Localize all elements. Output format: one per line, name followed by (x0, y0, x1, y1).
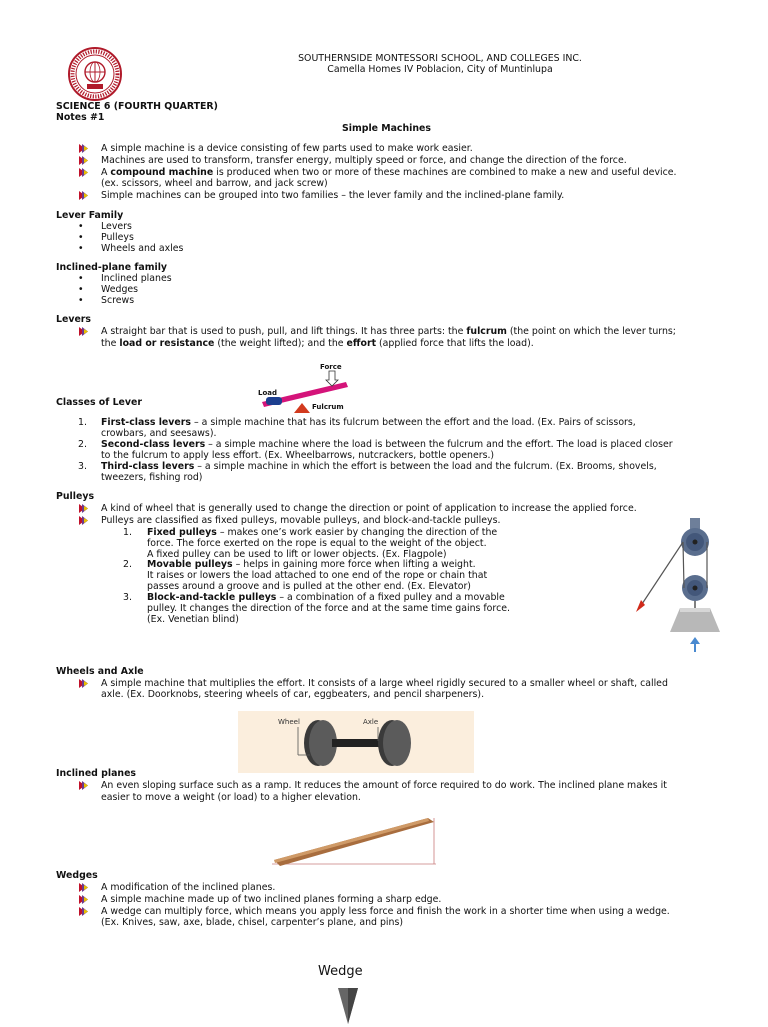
intro-line-4: Simple machines can be grouped into two families – the lever family and the inclined-plane family. (101, 190, 565, 201)
list-dot: • (78, 284, 84, 295)
pulley-1-line-1: Fixed pulleys – makes one’s work easier by changing the direction of the (147, 527, 498, 538)
list-item: Wheels and axles (101, 243, 184, 254)
pulley-2-line-2: It raises or lowers the load attached to one end of the rope or chain that (147, 570, 488, 581)
intro-line-2: Machines are used to transform, transfer energy, multiply speed or force, and change the direction of the force. (101, 155, 627, 166)
arrow-bullet-icon (78, 882, 92, 893)
arrow-bullet-icon (78, 678, 92, 689)
class-1-line-1: First-class levers – a simple machine that has its fulcrum between the effort and the load. (Ex. Pairs of scissors, (101, 417, 636, 428)
list-item: Wedges (101, 284, 139, 295)
pulley-1-line-3: A fixed pulley can be used to lift or lower objects. (Ex. Flagpole) (147, 549, 447, 560)
lever-diagram (252, 358, 362, 418)
wedges-line-3b: (Ex. Knives, saw, axe, blade, chisel, carpenter’s plane, and pins) (101, 917, 404, 928)
list-dot: • (78, 295, 84, 306)
inclined-plane-illustration (268, 808, 448, 870)
notes-number: Notes #1 (56, 112, 105, 123)
wedges-line-2: A simple machine made up of two inclined planes forming a sharp edge. (101, 894, 442, 905)
inclined-heading: Inclined planes (56, 768, 137, 779)
pulleys-heading: Pulleys (56, 491, 95, 502)
list-dot: • (78, 243, 84, 254)
wheels-line-1: A simple machine that multiplies the effort. It consists of a large wheel rigidly secured to a smaller wheel or shaft, called (101, 678, 668, 689)
arrow-bullet-icon (78, 155, 92, 166)
list-dot: • (78, 221, 84, 232)
intro-line-3b: (ex. scissors, wheel and barrow, and jack screw) (101, 178, 328, 189)
list-number: 3. (123, 592, 132, 603)
inclined-line-2: easier to move a weight (or load) to a higher elevation. (101, 792, 361, 803)
pulley-2-line-3: passes around a groove and is pulled at the other end. (Ex. Elevator) (147, 581, 471, 592)
subject-title: SCIENCE 6 (FOURTH QUARTER) (56, 101, 218, 112)
arrow-bullet-icon (78, 780, 92, 791)
school-name: SOUTHERNSIDE MONTESSORI SCHOOL, AND COLLEGES INC. (298, 53, 582, 64)
force-label: Force (320, 363, 342, 371)
list-item: Levers (101, 221, 132, 232)
axle-label: Axle (363, 718, 379, 726)
wedges-line-1: A modification of the inclined planes. (101, 882, 276, 893)
arrow-bullet-icon (78, 190, 92, 201)
wheel-axle-illustration (238, 711, 474, 773)
school-address: Camella Homes IV Poblacion, City of Muntinlupa (327, 64, 553, 75)
pulley-1-line-2: force. The force exerted on the rope is equal to the weight of the object. (147, 538, 487, 549)
levers-line-1: A straight bar that is used to push, pull, and lift things. It has three parts: the fulcrum (the point on which the lever turns; (101, 326, 676, 337)
classes-heading: Classes of Lever (56, 397, 142, 408)
arrow-bullet-icon (78, 167, 92, 178)
pulleys-line-1: A kind of wheel that is generally used to change the direction or point of application to increase the applied force. (101, 503, 637, 514)
class-1-line-2: crowbars, and seesaws). (101, 428, 217, 439)
class-2-line-2: to the fulcrum to apply less effort. (Ex. Wheelbarrows, nutcrackers, bottle openers.) (101, 450, 495, 461)
wheels-line-2: axle. (Ex. Doorknobs, steering wheels of car, eggbeaters, and pencil sharpeners). (101, 689, 485, 700)
arrow-bullet-icon (78, 326, 92, 337)
document-title: Simple Machines (342, 123, 431, 134)
list-number: 3. (78, 461, 87, 472)
pulley-2-line-1: Movable pulleys – helps in gaining more force when lifting a weight. (147, 559, 476, 570)
wheel-label: Wheel (278, 718, 300, 726)
wedges-line-3: A wedge can multiply force, which means you apply less force and finish the work in a shorter time when using a wedge. (101, 906, 670, 917)
levers-line-2: the load or resistance (the weight lifted); and the effort (applied force that lifts the load). (101, 338, 534, 349)
wedge-illustration (336, 988, 360, 1024)
school-seal-logo (62, 46, 128, 102)
levers-heading: Levers (56, 314, 92, 325)
list-dot: • (78, 273, 84, 284)
wheels-heading: Wheels and Axle (56, 666, 144, 677)
inclined-family-heading: Inclined-plane family (56, 262, 168, 273)
pulley-3-line-2: pulley. It changes the direction of the force and at the same time gains force. (147, 603, 510, 614)
class-3-line-2: tweezers, fishing rod) (101, 472, 203, 483)
fulcrum-label: Fulcrum (312, 403, 344, 411)
arrow-bullet-icon (78, 515, 92, 526)
pulleys-line-2: Pulleys are classified as fixed pulleys, movable pulleys, and block-and-tackle pulleys. (101, 515, 501, 526)
list-item: Pulleys (101, 232, 134, 243)
list-number: 1. (123, 527, 132, 538)
list-number: 1. (78, 417, 87, 428)
inclined-line-1: An even sloping surface such as a ramp. It reduces the amount of force required to do work. The inclined plane makes it (101, 780, 667, 791)
pulley-3-line-3: (Ex. Venetian blind) (147, 614, 239, 625)
wedge-figure-label: Wedge (318, 964, 363, 979)
load-label: Load (258, 389, 278, 397)
intro-line-3: A compound machine is produced when two or more of these machines are combined to make a new and useful device. (101, 167, 677, 178)
list-number: 2. (78, 439, 87, 450)
list-item: Inclined planes (101, 273, 172, 284)
class-2-line-1: Second-class levers – a simple machine where the load is between the fulcrum and the effort. The load is placed closer (101, 439, 673, 450)
arrow-bullet-icon (78, 906, 92, 917)
arrow-bullet-icon (78, 143, 92, 154)
lever-family-heading: Lever Family (56, 210, 124, 221)
arrow-bullet-icon (78, 894, 92, 905)
class-3-line-1: Third-class levers – a simple machine in which the effort is between the load and the fulcrum. (Ex. Brooms, shovels, (101, 461, 657, 472)
arrow-bullet-icon (78, 503, 92, 514)
pulley-illustration (628, 518, 728, 656)
list-dot: • (78, 232, 84, 243)
wedges-heading: Wedges (56, 870, 98, 881)
list-number: 2. (123, 559, 132, 570)
list-item: Screws (101, 295, 135, 306)
intro-line-1: A simple machine is a device consisting of few parts used to make work easier. (101, 143, 473, 154)
pulley-3-line-1: Block-and-tackle pulleys – a combination of a fixed pulley and a movable (147, 592, 505, 603)
